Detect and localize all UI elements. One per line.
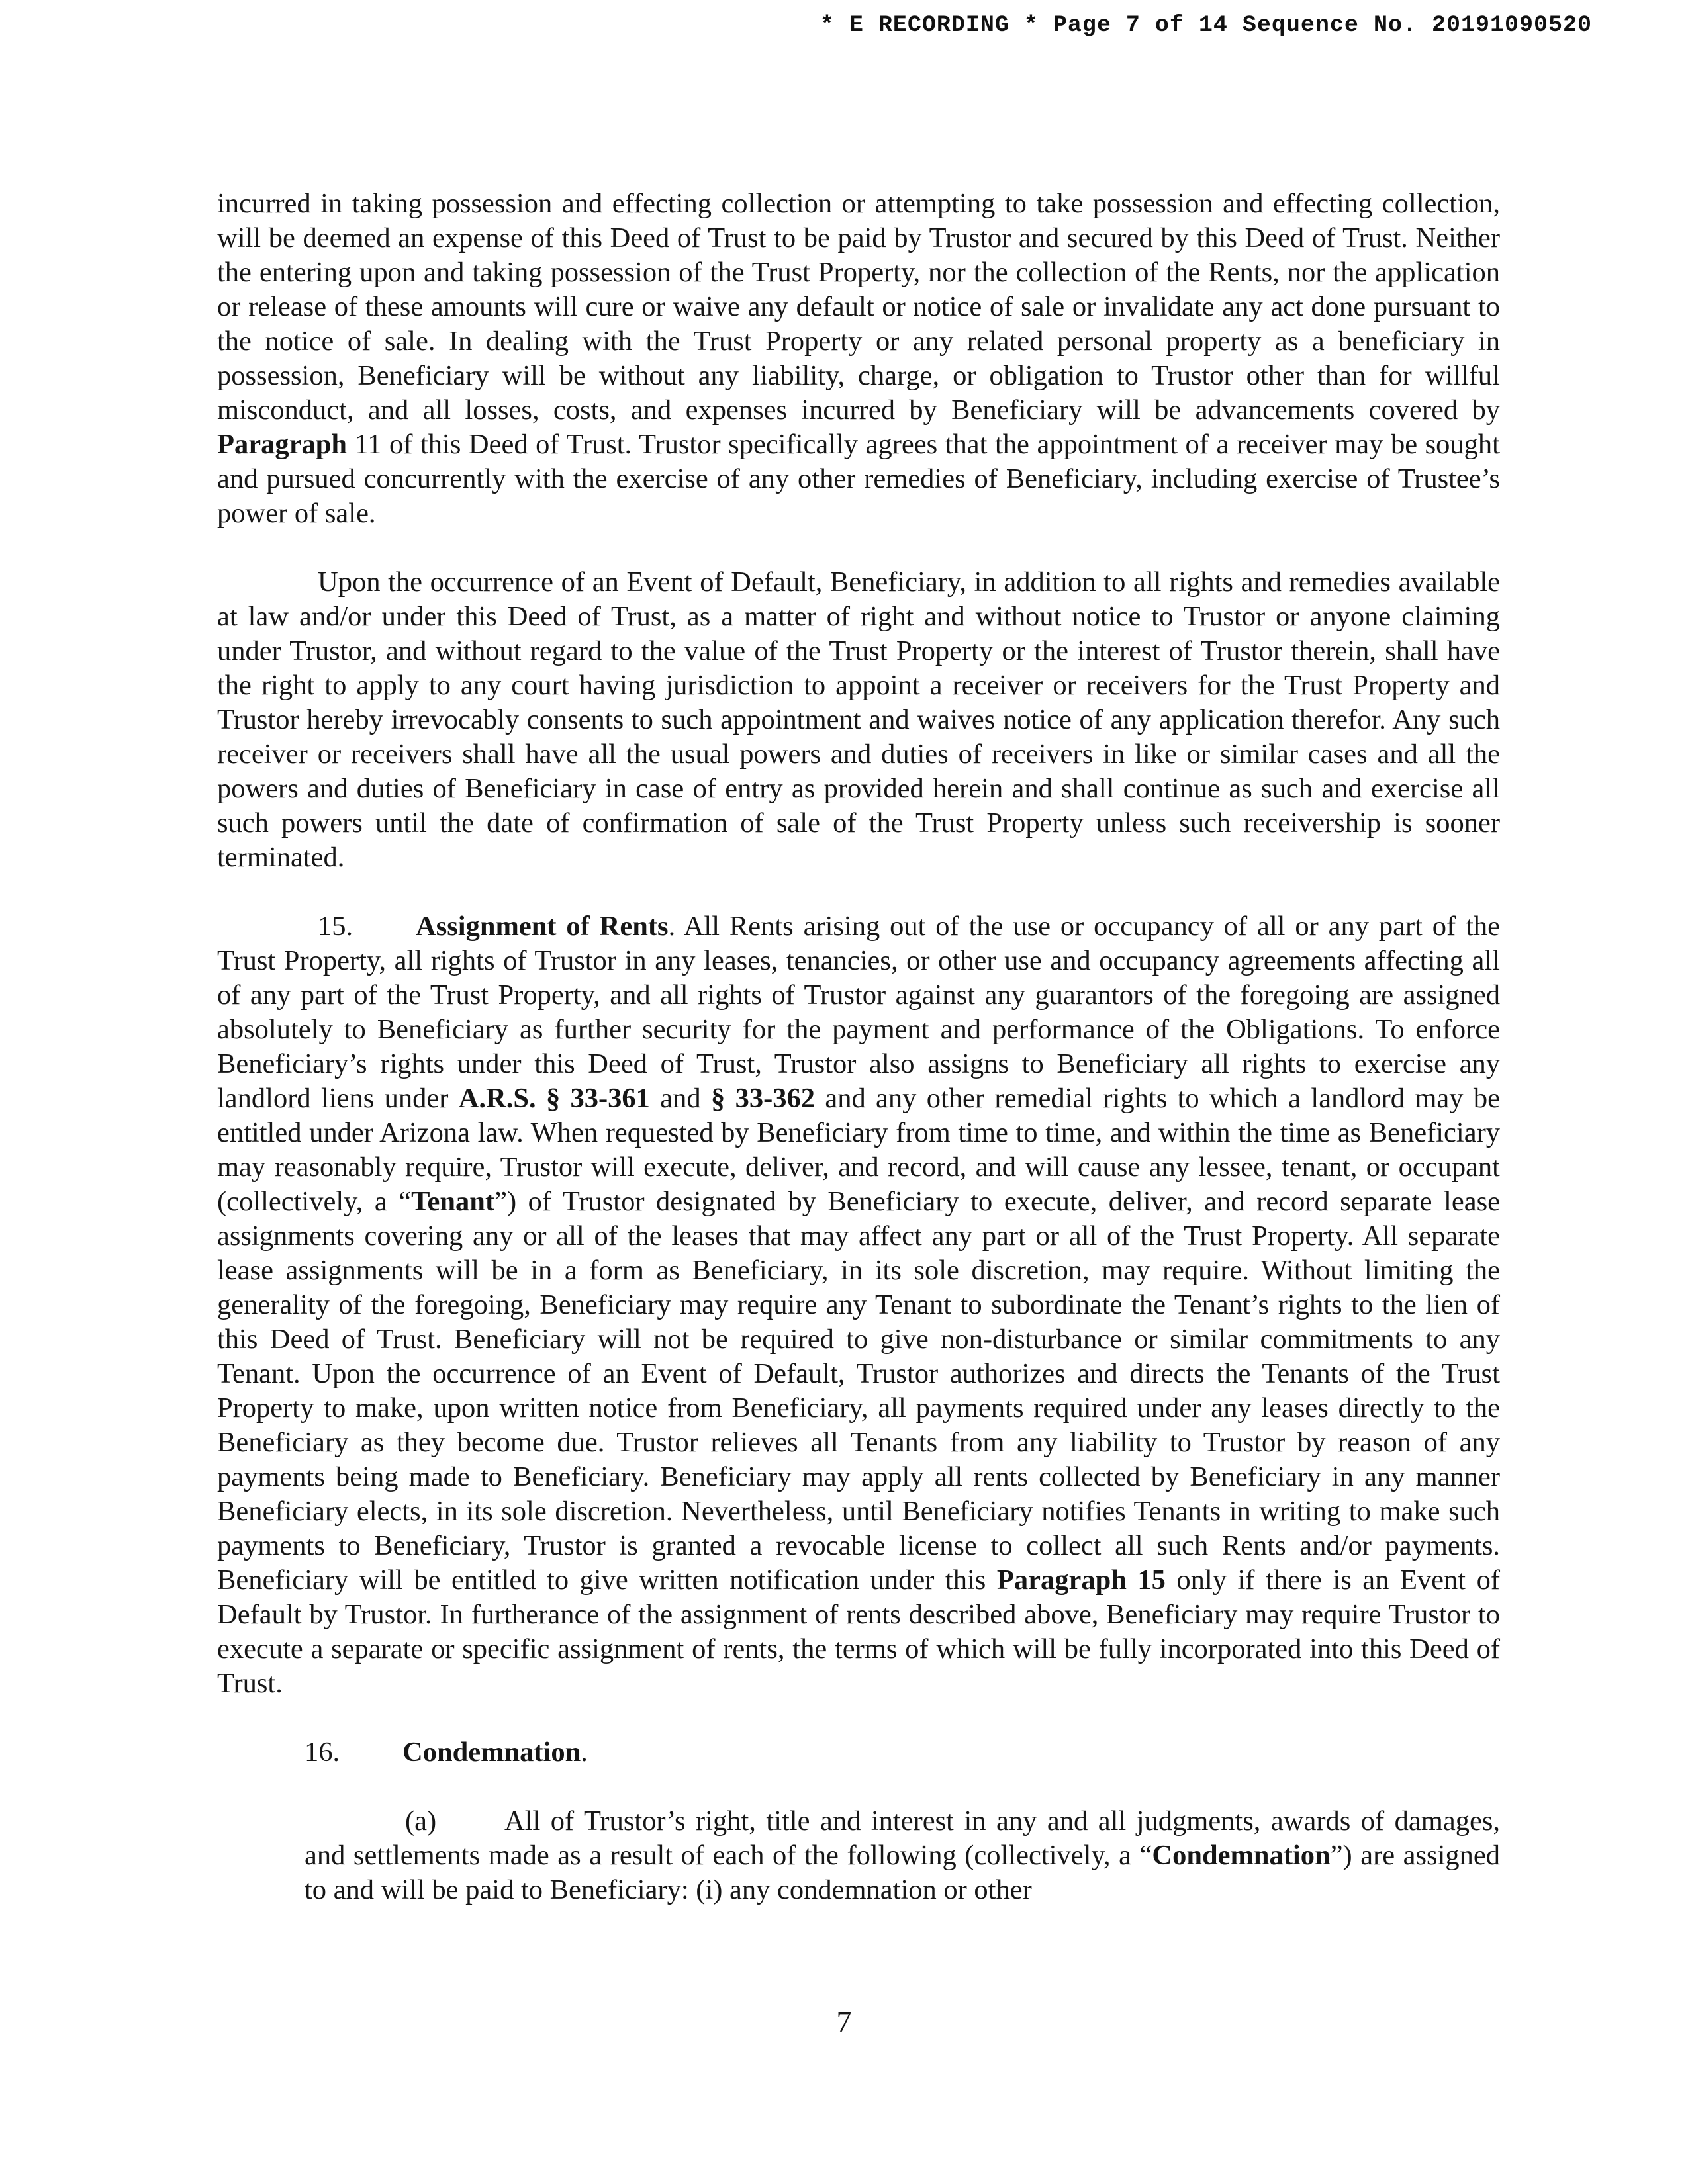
statute-reference: A.R.S. § 33-361 bbox=[458, 1083, 650, 1114]
statute-reference: § 33-362 bbox=[711, 1083, 815, 1114]
defined-term: Tenant bbox=[411, 1186, 495, 1217]
section-title-period: . bbox=[581, 1737, 588, 1768]
section-number: 15. bbox=[318, 911, 353, 942]
section-text: ”) of Trustor designated by Beneficiary to execute, deliver, and record separate lease assignments covering any or all of the leases that may affect any part or all of the Trust Property. All separate lease assignments will be in a form as Beneficiary, in its sole discretion, may require. Without limiting the generality of the foregoing, Beneficiary may require any Tenant to subordinate the Tenant’s rights to the lien of this Deed of Trust. Beneficiary will not be required to give non-disturbance or similar commitments to any Tenant. Upon the occurrence of an Event of Default, Trustor authorizes and directs the Tenants of the Trust Property to make, upon written notice from Beneficiary, all payments required under any leases directly to the Beneficiary as they become due. Trustor relieves all Tenants from any liability to Trustor by reason of any payments being made to Beneficiary. Beneficiary may apply all rents collected by Beneficiary in any manner Beneficiary elects, in its sole discretion. Nevertheless, until Beneficiary notifies Tenants in writing to make such payments to Beneficiary, Trustor is granted a revocable license to collect all such Rents and/or payments. Beneficiary will be entitled to give written notification under this bbox=[217, 1186, 1500, 1596]
section-title: Condemnation bbox=[402, 1737, 581, 1768]
subsection-16a bbox=[217, 1804, 1500, 1907]
recording-stamp: * E RECORDING * Page 7 of 14 Sequence No. 20191090520 bbox=[820, 12, 1592, 38]
paragraph-text: 11 of this Deed of Trust. Trustor specifically agrees that the appointment of a receiver may be sought and pursued concurrently with the exercise of any other remedies of Beneficiary, including exercise of Trustee’s power of sale. bbox=[217, 429, 1500, 529]
subsection-text: ”) are assigned to and will be paid to Beneficiary: (i) any condemnation or other bbox=[305, 1840, 1501, 1905]
body-text bbox=[217, 187, 1500, 1907]
defined-term: Condemnation bbox=[1152, 1840, 1331, 1871]
section-number: 16. bbox=[305, 1737, 340, 1768]
paragraph-reference: Paragraph 15 bbox=[996, 1565, 1166, 1596]
section-title: Assignment of Rents bbox=[416, 911, 669, 942]
section-text: only if there is an Event of Default by Trustor. In furtherance of the assignment of rents described above, Beneficiary may require Trustor to execute a separate or specific assignment of rents, the terms of which will be fully incorporated into this Deed of Trust. bbox=[217, 1565, 1501, 1699]
section-16-heading bbox=[217, 1735, 1500, 1770]
subsection-label: (a) bbox=[405, 1805, 437, 1837]
section-text: and any other remedial rights to which a landlord may be entitled under Arizona law. When requested by Beneficiary from time to time, and within the time as Beneficiary may reasonably require, Trustor will execute, deliver, and record, and will cause any lessee, tenant, or occupant (collectively, a “ bbox=[217, 1083, 1500, 1217]
paragraph-text: incurred in taking possession and effecting collection or attempting to take possession and effecting collection, will be deemed an expense of this Deed of Trust to be paid by Trustor and secured by this Deed of Trust. Neither the entering upon and taking possession of the Trust Property, nor the collection of the Rents, nor the application or release of these amounts will cure or waive any default or notice of sale or invalidate any act done pursuant to the notice of sale. In dealing with the Trust Property or any related personal property as a beneficiary in possession, Beneficiary will be without any liability, charge, or obligation to Trustor other than for willful misconduct, and all losses, costs, and expenses incurred by Beneficiary will be advancements covered by bbox=[217, 188, 1500, 426]
section-text: . All Rents arising out of the use or occupancy of all or any part of the Trust Property, all rights of Trustor in any leases, tenancies, or other use and occupancy agreements affecting all of any part of the Trust Property, and all rights of Trustor against any guarantors of the foregoing are assigned absolutely to Beneficiary as further security for the payment and performance of the Obligations. To enforce Beneficiary’s rights under this Deed of Trust, Trustor also assigns to Beneficiary all rights to exercise any landlord liens under bbox=[217, 911, 1500, 1114]
subsection-text: All of Trustor’s right, title and interest in any and all judgments, awards of damages, and settlements made as a result of each of the following (collectively, a “ bbox=[305, 1805, 1500, 1871]
section-text: and bbox=[649, 1083, 711, 1114]
paragraph-reference: Paragraph bbox=[217, 429, 347, 460]
page-number: 7 bbox=[836, 2005, 852, 2038]
paragraph-receiver: Upon the occurrence of an Event of Default, Beneficiary, in addition to all rights and remedies available at law and/or under this Deed of Trust, as a matter of right and without notice to Trustor or anyone claiming under Trustor, and without regard to the value of the Trust Property or the interest of Trustor therein, shall have the right to apply to any court having jurisdiction to appoint a receiver or receivers for the Trust Property and Trustor hereby irrevocably consents to such appointment and waives notice of any application therefor. Any such receiver or receivers shall have all the usual powers and duties of receivers in like or similar cases and all the powers and duties of Beneficiary in case of entry as provided herein and shall continue as such and exercise all such powers until the date of confirmation of sale of the Trust Property unless such receivership is sooner terminated. bbox=[217, 567, 1500, 873]
section-15 bbox=[217, 909, 1500, 1701]
paragraph-continuation bbox=[217, 187, 1500, 531]
